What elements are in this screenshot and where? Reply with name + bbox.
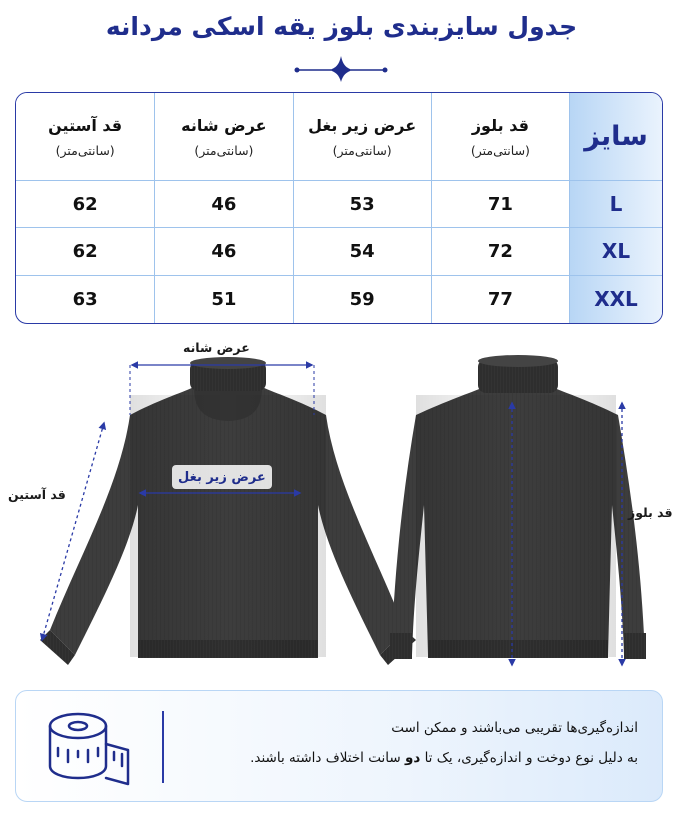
- measuring-tape-icon: [38, 704, 134, 790]
- size-table: [15, 92, 663, 324]
- sleeve-length-label: قد آستین: [8, 487, 66, 502]
- column-header-sleeve: [16, 93, 154, 181]
- front-sweater-image: [40, 357, 416, 665]
- body-length-label: قد بلوز: [628, 505, 673, 520]
- table-cell: 59: [293, 276, 431, 323]
- column-title: عرض شانه: [181, 115, 267, 135]
- note-line-1: اندازه‌گیری‌ها تقریبی می‌باشند و ممکن است: [391, 720, 638, 736]
- note-text: [168, 713, 638, 773]
- size-column-header: سایز: [569, 93, 662, 181]
- shoulder-width-label: عرض شانه: [183, 340, 250, 355]
- size-label-xxl: XXL: [569, 276, 662, 323]
- table-cell: 77: [431, 276, 569, 323]
- column-header-shoulder: [154, 93, 292, 181]
- table-cell: 63: [72, 288, 98, 310]
- table-cell: 72: [431, 228, 569, 275]
- note-divider: [162, 711, 164, 783]
- column-unit: (سانتی‌متر): [332, 142, 392, 158]
- column-title: قد بلوز: [471, 115, 529, 135]
- table-cell: 46: [154, 181, 292, 228]
- table-cell: 46: [154, 228, 292, 275]
- note-line-2: به دلیل نوع دوخت و اندازه‌گیری، یک تا دو سانت اختلاف داشته باشند.: [250, 750, 638, 766]
- table-cell: 53: [293, 181, 431, 228]
- back-sweater-image: [390, 355, 646, 659]
- column-title: عرض زیر بغل: [308, 115, 417, 135]
- sweater-diagram: [0, 335, 683, 680]
- title-ornament: [291, 52, 391, 82]
- note-box: [15, 690, 663, 802]
- table-cell: 51: [154, 276, 292, 323]
- table-cell: 62: [16, 181, 154, 228]
- chest-width-label: عرض زیر بغل: [178, 470, 266, 485]
- table-cell: 71: [431, 181, 569, 228]
- page-title: جدول سایزبندی بلوز یقه اسکی مردانه: [105, 12, 578, 41]
- note-emphasis: دو: [404, 750, 421, 766]
- column-title: قد آستین: [48, 115, 123, 135]
- column-unit: (سانتی‌متر): [55, 142, 115, 158]
- column-header-length: [431, 93, 569, 181]
- table-cell: 54: [293, 228, 431, 275]
- column-header-chest: [293, 93, 431, 181]
- table-cell: 62: [16, 228, 154, 275]
- size-label-l: L: [569, 181, 662, 228]
- column-unit: (سانتی‌متر): [194, 142, 254, 158]
- size-label-xl: XL: [569, 228, 662, 275]
- column-unit: (سانتی‌متر): [470, 142, 530, 158]
